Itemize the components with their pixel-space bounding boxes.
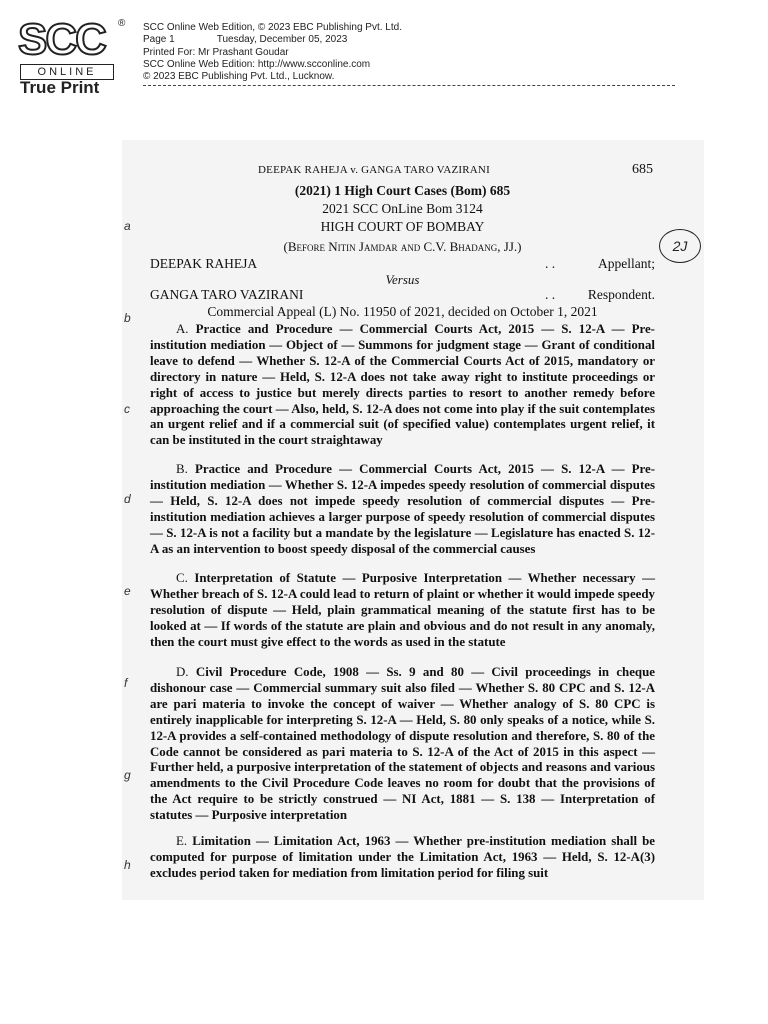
- margin-letter-d: d: [124, 492, 131, 506]
- bench-text: (Before Nitin Jamdar and C.V. Bhadang, JJ.): [283, 239, 522, 254]
- headnote-d: [150, 665, 655, 824]
- margin-letter-g: g: [124, 768, 131, 782]
- scc-online-citation: 2021 SCC OnLine Bom 3124: [322, 201, 483, 216]
- court-name: HIGH COURT OF BOMBAY: [320, 219, 485, 234]
- appellant-dots: . .: [545, 256, 556, 271]
- versus-label: Versus: [385, 272, 420, 287]
- respondent-name: GANGA TARO VAZIRANI: [150, 287, 304, 302]
- headnote-d-label: D.: [176, 665, 189, 679]
- meta-web-edition: SCC Online Web Edition: http://www.scconline.com: [143, 58, 371, 70]
- headnote-a: [150, 322, 655, 449]
- headnote-a-label: A.: [176, 322, 189, 336]
- headnote-e-text: Limitation — Limitation Act, 1963 — Whether pre-institution mediation shall be computed for purpose of limitation under the Limitation Act, 1963 — Held, S. 12-A(3) excludes period taken for mediation from limitation period for filing suit: [150, 834, 655, 880]
- respondent-dots: . .: [545, 287, 556, 302]
- running-head: DEEPAK RAHEJA v. GANGA TARO VAZIRANI: [258, 164, 490, 176]
- meta-printed-for: Printed For: Mr Prashant Goudar: [143, 46, 289, 58]
- meta-page-date: Tuesday, December 05, 2023: [216, 34, 348, 46]
- headnote-b-label: B.: [176, 462, 188, 476]
- logo-online-text: ONLINE: [20, 64, 114, 80]
- respondent-line: [150, 287, 655, 303]
- appellant-name: DEEPAK RAHEJA: [150, 256, 258, 271]
- respondent-role: Respondent.: [587, 287, 655, 302]
- headnote-c-label: C.: [176, 571, 188, 585]
- margin-letter-c: c: [124, 402, 130, 416]
- margin-letter-h: h: [124, 858, 131, 872]
- meta-page-label: Page 1: [143, 34, 175, 46]
- meta-copyright: © 2023 EBC Publishing Pvt. Ltd., Lucknow.: [143, 71, 335, 83]
- header-divider: [143, 85, 675, 86]
- headnote-e-label: E.: [176, 834, 188, 848]
- margin-letter-b: b: [124, 311, 131, 325]
- headnote-d-text: Civil Procedure Code, 1908 — Ss. 9 and 80 — Civil proceedings in cheque dishonour case — Commercial summary suit also filed — Whether S. 80 CPC and S. 12-A are pari materia to invoke the concept of waiver — Whether analogy of S. 80 CPC is entirely inapplicable for interpreting S. 12-A — Held, S. 80 only speaks of a notice, while S. 12-A provides a self-contained methodology of dispute resolution and therefore, S. 80 of the Code cannot be considered as pari materia to S. 12-A of the Act of 2015 in this aspect — Further held, a purposive interpretation of the statement of objects and reasons and various amendments to the Civil Procedure Code leaves no room for doubt that the provisions of the Act require to be strictly construed — NI Act, 1881 — S. 138 — Interpretation of statutes — Purposive interpretation: [150, 665, 655, 823]
- headnote-c: [150, 571, 655, 651]
- handwritten-stamp: 2J: [659, 229, 701, 263]
- page-number: 685: [632, 162, 653, 177]
- headnote-a-text: Practice and Procedure — Commercial Courts Act, 2015 — S. 12-A — Pre-institution mediation — Object of — Summons for judgment stage — Grant of conditional leave to defend — Whether S. 12-A of the Commercial Courts Act of 2015, mandatory or directory in nature — Held, S. 12-A does not take away right to institute proceedings or right of access to justice but merely directs parties to resort to another remedy before approaching the court — Also, held, S. 12-A does not come into play if the suit contemplates an urgent relief and if a commercial suit (of specified value) contemplates urgent relief, it can be instituted in the court straightaway: [150, 322, 655, 448]
- margin-letter-f: f: [124, 676, 128, 690]
- logo-scc-text: SCC: [18, 15, 105, 64]
- logo-true-print: True Print: [20, 78, 100, 97]
- meta-line-1: SCC Online Web Edition, © 2023 EBC Publishing Pvt. Ltd.: [143, 22, 402, 33]
- scc-online-logo: [18, 15, 138, 98]
- bench-line: [150, 239, 655, 255]
- headnote-c-text: Interpretation of Statute — Purposive Interpretation — Whether necessary — Whether breach of S. 12-A could lead to return of plaint or whether it would impede speedy resolution of dispute — Held, plain grammatical meaning of the statute first has to be looked at — If words of the statute are plain and obvious and do not result in any anomaly, then the court must give effect to the words as used in the statute: [150, 571, 655, 649]
- print-metadata: [143, 22, 402, 83]
- headnote-b: [150, 462, 655, 557]
- appellant-role: Appellant;: [598, 256, 655, 271]
- case-citation: (2021) 1 High Court Cases (Bom) 685: [294, 183, 511, 198]
- logo-registered-mark: ®: [118, 18, 126, 29]
- appellant-line: [150, 256, 655, 272]
- margin-letter-e: e: [124, 584, 131, 598]
- meta-page-line: [143, 34, 402, 46]
- headnote-e: [150, 834, 655, 882]
- headnote-b-text: Practice and Procedure — Commercial Courts Act, 2015 — S. 12-A — Pre-institution mediation — Whether S. 12-A impedes speedy resolution of commercial disputes — Held, S. 12-A does not impede speedy resolution of commercial disputes — Pre-institution mediation achieves a larger purpose of speedy resolution of commercial disputes — S. 12-A is not a facility but a mandate by the legislature — Legislature has enacted S. 12-A as an intervention to boost speedy disposal of the commercial causes: [150, 462, 655, 556]
- margin-letter-a: a: [124, 219, 131, 233]
- appeal-number: Commercial Appeal (L) No. 11950 of 2021, decided on October 1, 2021: [207, 304, 598, 319]
